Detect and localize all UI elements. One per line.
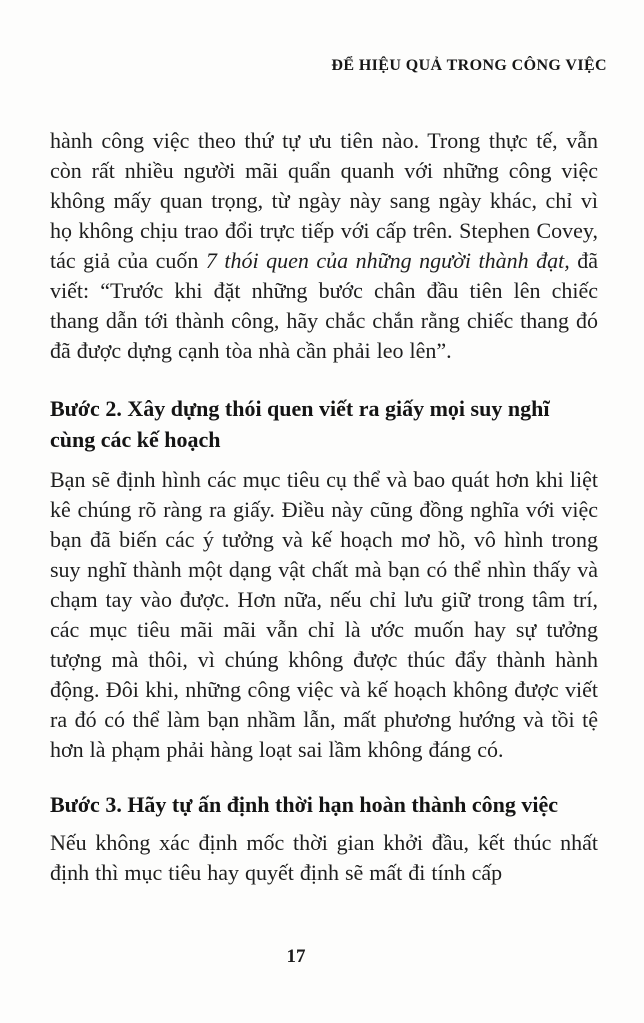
page-body [50,126,598,888]
running-header: ĐỂ HIỆU QUẢ TRONG CÔNG VIỆC [331,57,607,74]
paragraph1-text-after-title: đã viết: “Trước khi đặt những bước chân đầu tiên lên chiếc thang dẫn tới thành công, hãy chắc chắn rằng chiếc thang đó đã được dựng cạnh tòa nhà cần phải leo lên”. [50,248,599,363]
paragraph: Nếu không xác định mốc thời gian khởi đầu, kết thúc nhất định thì mục tiêu hay quyết định sẽ mất đi tính cấp [50,830,598,885]
paragraph [50,126,598,366]
page-number: 17 [286,946,306,967]
paragraph1-text-before-title: hành công việc theo thứ tự ưu tiên nào. Trong thực tế, vẫn còn rất nhiều người mãi quẩn quanh với những công việc không mấy quan trọng, từ ngày này sang ngày khác, chỉ vì họ không chịu trao đổi trực tiếp với cấp trên. Stephen Covey, tác giả của cuốn [50,128,598,273]
section-heading-step3: Bước 3. Hãy tự ấn định thời hạn hoàn thành công việc [50,792,558,817]
paragraph: Bạn sẽ định hình các mục tiêu cụ thể và bao quát hơn khi liệt kê chúng rõ ràng ra giấy. Điều này cũng đồng nghĩa với việc bạn đã biến các ý tưởng và kế hoạch mơ hồ, vô hình trong suy nghĩ thành một dạng vật chất mà bạn có thể nhìn thấy và chạm tay vào được. Hơn nữa, nếu chỉ lưu giữ trong tâm trí, các mục tiêu mãi mãi vẫn chỉ là ước muốn hay sự tưởng tượng mà thôi, vì chúng không được thúc đẩy thành hành động. Đôi khi, những công việc và kế hoạch không được viết ra đó có thể làm bạn nhầm lẫn, mất phương hướng và tồi tệ hơn là phạm phải hàng loạt sai lầm không đáng có. [50,467,598,762]
book-title-italic: 7 thói quen của những người thành đạt, [205,248,570,273]
section-heading-step2: Bước 2. Xây dựng thói quen viết ra giấy mọi suy nghĩ cùng các kế hoạch [50,396,550,452]
